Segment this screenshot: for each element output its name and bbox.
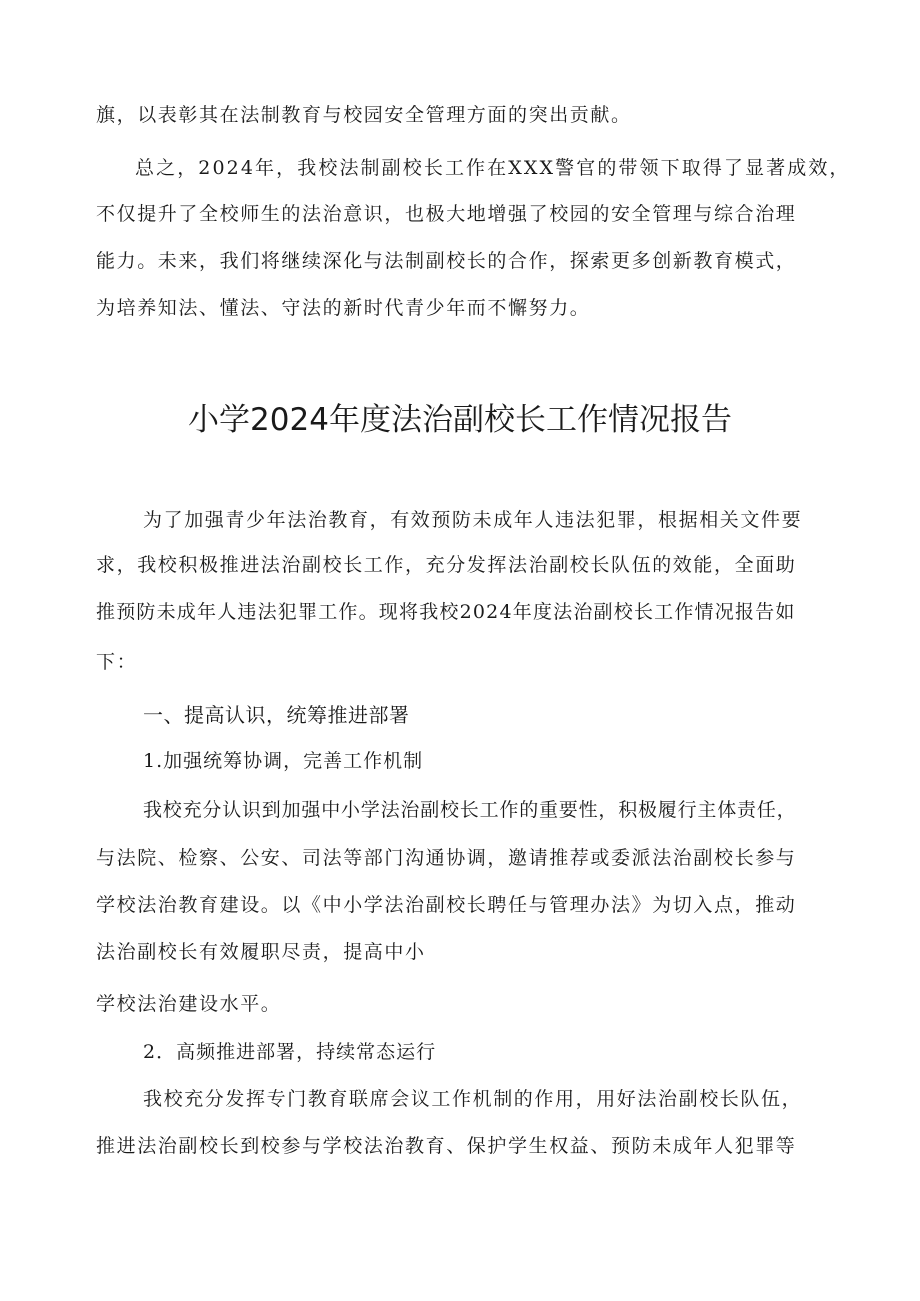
- intro-line-2: 求，我校积极推进法治副校长工作，充分发挥法治副校长队伍的效能，全面助: [96, 554, 797, 576]
- subsection-1-line-1: 我校充分认识到加强中小学法治副校长工作的重要性，积极履行主体责任，: [143, 799, 797, 821]
- intro-line-3: 推预防未成年人违法犯罪工作。现将我校2024年度法治副校长工作情况报告如: [96, 601, 796, 623]
- continuation-line-3: 不仅提升了全校师生的法治意识，也极大地增强了校园的安全管理与综合治理: [96, 203, 797, 225]
- continuation-line-5: 为培养知法、懂法、守法的新时代青少年而不懈努力。: [96, 297, 591, 319]
- subsection-1-line-3: 学校法治教育建设。以《中小学法治副校长聘任与管理办法》为切入点，推动: [96, 894, 797, 916]
- section-1-heading: 一、提高认识，统筹推进部署: [143, 703, 410, 727]
- continuation-line-1: 旗，以表彰其在法制教育与校园安全管理方面的突出贡献。: [96, 104, 632, 126]
- subsection-1-line-4: 法治副校长有效履职尽责，提高中小: [96, 941, 426, 963]
- subsection-1-line-5: 学校法治建设水平。: [96, 993, 282, 1015]
- intro-line-4: 下：: [96, 651, 138, 673]
- subsection-1-line-2: 与法院、检察、公安、司法等部门沟通协调，邀请推荐或委派法治副校长参与: [96, 847, 797, 869]
- subsection-1-heading: 1.加强统筹协调，完善工作机制: [143, 750, 424, 772]
- subsection-2-line-2: 推进法治副校长到校参与学校法治教育、保护学生权益、预防未成年人犯罪等: [96, 1135, 797, 1157]
- continuation-line-2: 总之，2024年，我校法制副校长工作在XXX警官的带领下取得了显著成效，: [135, 157, 851, 179]
- continuation-line-4: 能力。未来，我们将继续深化与法制副校长的合作，探索更多创新教育模式，: [96, 250, 797, 272]
- subsection-2-heading: 2．高频推进部署，持续常态运行: [143, 1041, 437, 1063]
- report-title: 小学2024年度法治副校长工作情况报告: [188, 402, 732, 438]
- subsection-2-line-1: 我校充分发挥专门教育联席会议工作机制的作用，用好法治副校长队伍，: [143, 1088, 803, 1110]
- intro-line-1: 为了加强青少年法治教育，有效预防未成年人违法犯罪，根据相关文件要: [143, 509, 803, 531]
